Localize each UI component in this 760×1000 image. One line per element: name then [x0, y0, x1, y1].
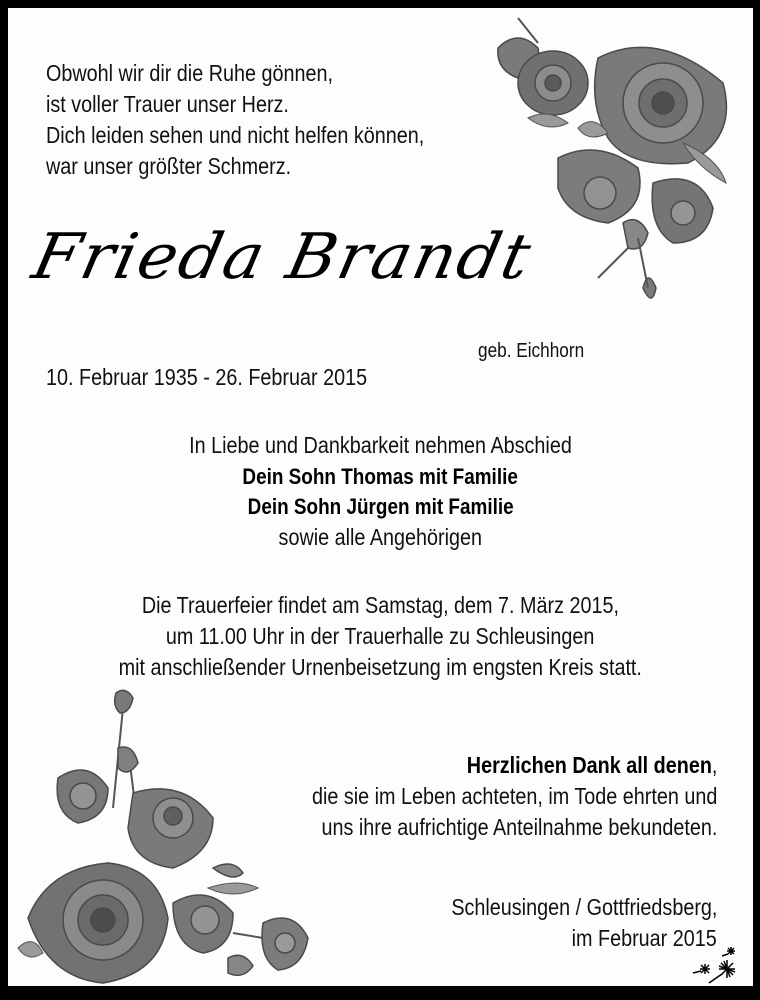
relatives: sowie alle Angehörigen: [278, 524, 483, 550]
farewell-intro: In Liebe und Dankbarkeit nehmen Abschied: [189, 432, 572, 458]
mourner: Dein Sohn Thomas mit Familie: [242, 464, 519, 489]
maiden-name: geb. Eichhorn: [478, 340, 585, 362]
mourner: Dein Sohn Jürgen mit Familie: [247, 494, 514, 519]
mourners-list: [8, 462, 753, 522]
thanks-line: die sie im Leben achteten, im Tode ehrten und: [311, 783, 717, 809]
deceased-name: Frieda Brandt: [26, 220, 539, 294]
thanks-heading: Herzlichen Dank all denen: [466, 752, 712, 778]
dandelion-seeds-icon: [683, 943, 743, 986]
service-line: Die Trauerfeier findet am Samstag, dem 7. März 2015,: [141, 592, 620, 618]
service-line: um 11.00 Uhr in der Trauerhalle zu Schleusingen: [166, 623, 595, 649]
obituary-notice: [8, 8, 753, 986]
poem-line: Dich leiden sehen und nicht helfen können,: [46, 122, 425, 148]
thanks-block: Herzlichen Dank all denen, die sie im Leben achteten, im Tode ehrten und uns ihre aufrichtige Anteilnahme bekundeten.: [246, 750, 717, 843]
life-dates: 10. Februar 1935 - 26. Februar 2015: [46, 364, 368, 390]
poem: [46, 58, 486, 182]
service-info: [8, 590, 753, 683]
service-line: mit anschließender Urnenbeisetzung im engsten Kreis statt.: [118, 654, 643, 680]
poem-line: Obwohl wir dir die Ruhe gönnen,: [46, 60, 333, 86]
thanks-line: uns ihre aufrichtige Anteilnahme bekundeten.: [321, 814, 717, 840]
place-date: [408, 892, 717, 954]
poem-line: ist voller Trauer unser Herz.: [46, 91, 289, 117]
place: Schleusingen / Gottfriedsberg,: [450, 894, 717, 920]
date: im Februar 2015: [571, 925, 717, 951]
poem-line: war unser größter Schmerz.: [46, 153, 292, 179]
